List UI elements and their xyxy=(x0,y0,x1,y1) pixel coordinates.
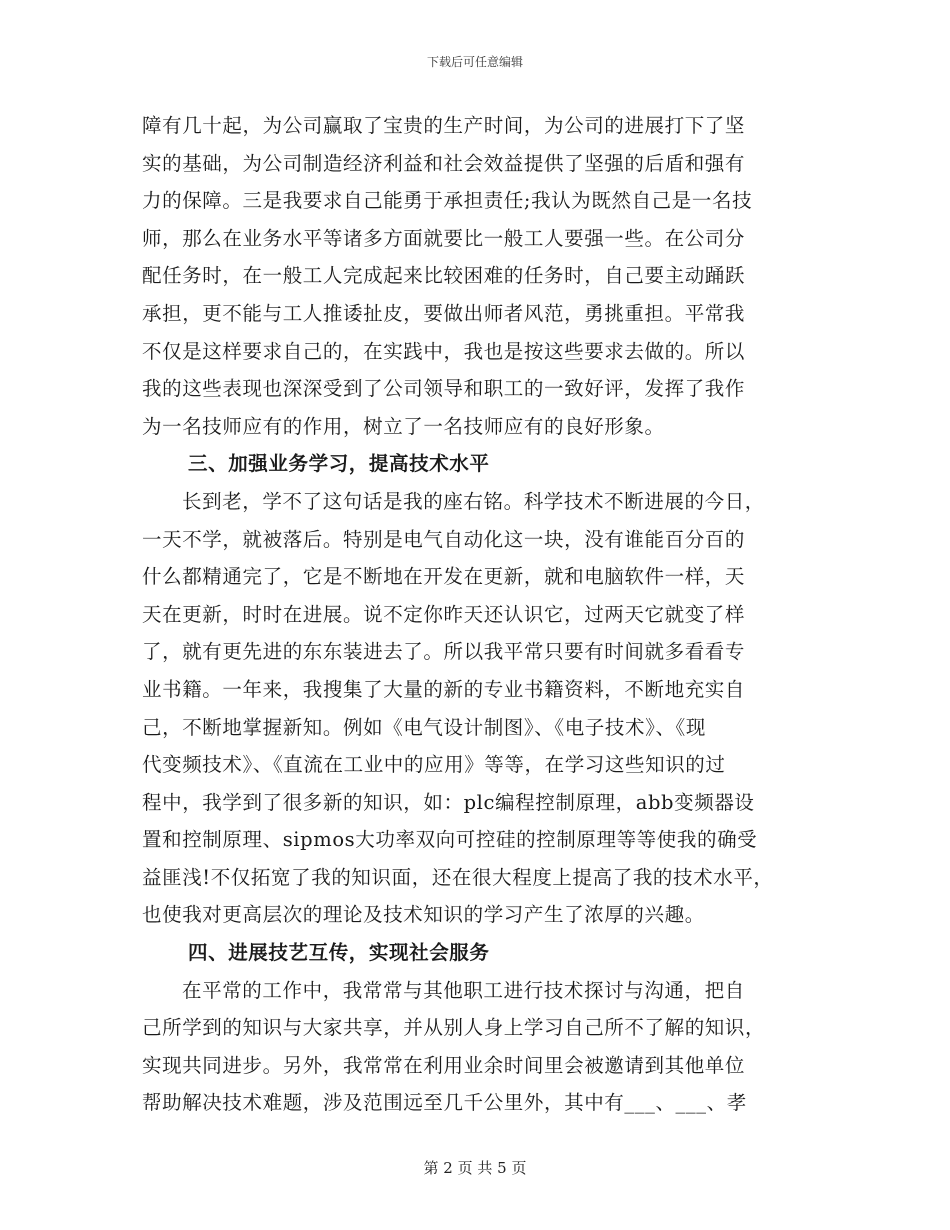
body-line: 己所学到的知识与大家共享，并从别人身上学习自己所不了解的知识， xyxy=(142,1016,766,1040)
body-line: 配任务时，在一般工人完成起来比较困难的任务时，自己要主动踊跃 xyxy=(142,264,746,288)
body-line: 障有几十起，为公司赢取了宝贵的生产时间，为公司的进展打下了坚 xyxy=(142,114,746,137)
document-body xyxy=(142,107,832,1122)
body-line: 在平常的工作中，我常常与其他职工进行技术探讨与沟通，把自 xyxy=(182,978,745,1002)
section-heading-4: 四、进展技艺互传，实现社会服务 xyxy=(188,941,490,965)
body-line: 天在更新，时时在进展。说不定你昨天还认识它，过两天它就变了样 xyxy=(142,602,746,626)
page-number: 第 2 页 共 5 页 xyxy=(423,1159,527,1177)
body-line: 了，就有更先进的东东装进去了。所以我平常只要有时间就多看看专 xyxy=(142,640,746,664)
body-line: 也使我对更高层次的理论及技术知识的学习产生了浓厚的兴趣。 xyxy=(142,903,705,927)
page-header: 下载后可任意编辑 xyxy=(426,55,523,69)
body-line: 不仅是这样要求自己的，在实践中，我也是按这些要求去做的。所以 xyxy=(142,339,746,363)
body-line: 长到老，学不了这句话是我的座右铭。科学技术不断进展的今日， xyxy=(182,489,765,513)
body-line: 益匪浅!不仅拓宽了我的知识面，还在很大程度上提高了我的技术水平， xyxy=(142,865,774,889)
body-line: 承担，更不能与工人推诿扯皮，要做出师者风范，勇挑重担。平常我 xyxy=(142,301,746,325)
body-line: 实的基础，为公司制造经济利益和社会效益提供了坚强的后盾和强有 xyxy=(142,151,746,175)
body-line: 代变频技术》、《直流在工业中的应用》等等，在学习这些知识的过 xyxy=(142,753,726,777)
body-line: 师，那么在业务水平等诸多方面就要比一般工人要强一些。在公司分 xyxy=(142,226,746,250)
body-line: 帮助解决技术难题，涉及范围远至几千公里外，其中有___、___、孝 xyxy=(142,1091,747,1115)
body-line: 一天不学，就被落后。特别是电气自动化这一块，没有谁能百分百的 xyxy=(142,527,746,551)
body-line: 实现共同进步。另外，我常常在利用业余时间里会被邀请到其他单位 xyxy=(142,1053,746,1077)
body-line: 置和控制原理、sipmos大功率双向可控硅的控制原理等等使我的确受 xyxy=(142,828,758,852)
body-line: 己，不断地掌握新知。例如《电气设计制图》、《电子技术》、《现 xyxy=(142,715,707,739)
body-line: 为一名技师应有的作用，树立了一名技师应有的良好形象。 xyxy=(142,414,665,438)
body-line: 业书籍。一年来，我搜集了大量的新的专业书籍资料，不断地充实自 xyxy=(142,677,746,701)
body-line: 我的这些表现也深深受到了公司领导和职工的一致好评，发挥了我作 xyxy=(142,377,746,401)
body-line: 力的保障。三是我要求自己能勇于承担责任;我认为既然自己是一名技 xyxy=(142,189,753,213)
section-heading-3: 三、加强业务学习，提高技术水平 xyxy=(188,452,490,476)
body-line: 什么都精通完了，它是不断地在开发在更新，就和电脑软件一样，天 xyxy=(142,565,746,589)
body-line: 程中，我学到了很多新的知识，如：plc编程控制原理，abb变频器设 xyxy=(142,790,755,814)
